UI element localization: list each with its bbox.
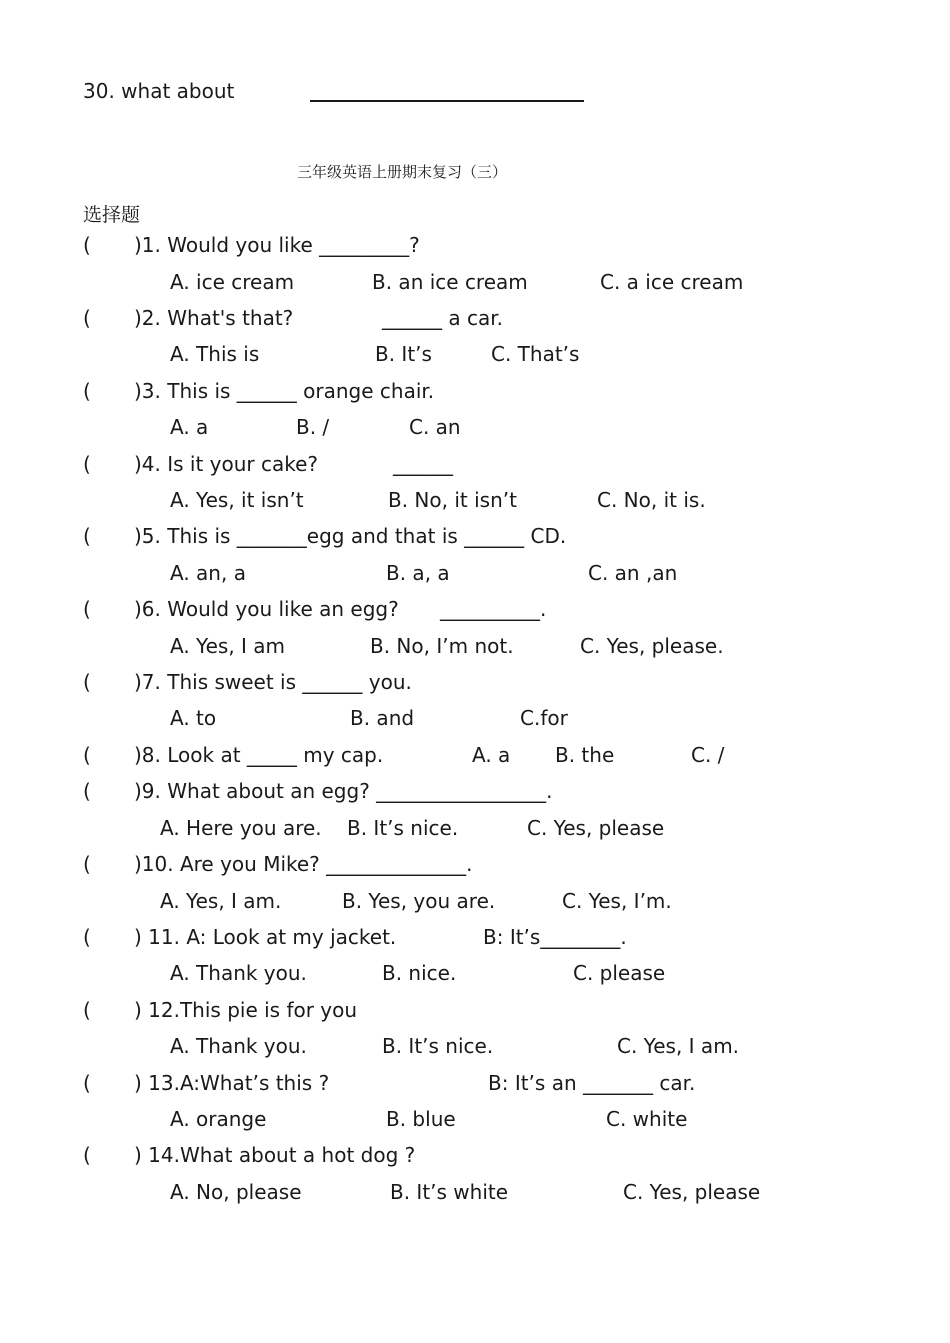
option-c: C. an ,an	[588, 561, 678, 585]
section-heading: 选择题	[83, 204, 141, 226]
option-a: A. an, a	[170, 561, 246, 585]
answer-paren: (	[83, 306, 91, 330]
question-response: B: It’s an _______ car.	[488, 1071, 696, 1095]
option-c: C. an	[409, 415, 461, 439]
option-c: C. white	[606, 1107, 688, 1131]
answer-paren: (	[83, 743, 91, 767]
question-stem: )1. Would you like _________?	[134, 233, 420, 257]
question-stem: )3. This is ______ orange chair.	[134, 379, 435, 403]
question-stem: )10. Are you Mike? ______________.	[134, 852, 473, 876]
question-response: ______ a car.	[382, 306, 503, 330]
question-response: __________.	[440, 597, 547, 621]
option-b: B. It’s white	[390, 1180, 509, 1204]
option-a: A. Yes, I am	[170, 634, 286, 658]
option-b: B. /	[296, 415, 330, 439]
option-a: A. This is	[170, 342, 260, 366]
answer-paren: (	[83, 452, 91, 476]
option-a: A. Yes, I am.	[160, 889, 282, 913]
answer-paren: (	[83, 1071, 91, 1095]
question-stem: ) 12.This pie is for you	[134, 998, 358, 1022]
page-title: 三年级英语上册期末复习（三）	[297, 163, 508, 181]
option-c: C. Yes, please	[623, 1180, 761, 1204]
question-stem: )8. Look at _____ my cap.	[134, 743, 384, 767]
option-a: A. No, please	[170, 1180, 302, 1204]
option-b: B. an ice cream	[372, 270, 528, 294]
option-b: B. nice.	[382, 961, 457, 985]
question-stem: ) 13.A:What’s this ?	[134, 1071, 330, 1095]
option-b: B. No, it isn’t	[388, 488, 517, 512]
question-stem: ) 14.What about a hot dog ?	[134, 1143, 416, 1167]
answer-paren: (	[83, 379, 91, 403]
option-a: A. to	[170, 706, 217, 730]
question-stem: )5. This is _______egg and that is ______ CD.	[134, 524, 567, 548]
option-b: B. Yes, you are.	[342, 889, 496, 913]
q30-label: 30. what about	[83, 79, 235, 103]
answer-paren: (	[83, 670, 91, 694]
answer-paren: (	[83, 925, 91, 949]
option-b: B. No, I’m not.	[370, 634, 514, 658]
option-c: C. No, it is.	[597, 488, 706, 512]
answer-paren: (	[83, 779, 91, 803]
option-c: C. please	[573, 961, 666, 985]
option-a: A. orange	[170, 1107, 267, 1131]
option-c: C. That’s	[491, 342, 580, 366]
option-c: C. a ice cream	[600, 270, 744, 294]
option-c: C. /	[691, 743, 725, 767]
option-c: C.for	[520, 706, 568, 730]
answer-paren: (	[83, 524, 91, 548]
option-b: B. It’s nice.	[382, 1034, 494, 1058]
option-a: A. Yes, it isn’t	[170, 488, 304, 512]
answer-paren: (	[83, 998, 91, 1022]
question-stem: )4. Is it your cake?	[134, 452, 319, 476]
option-b: B. It’s	[375, 342, 432, 366]
question-response: B: It’s________.	[483, 925, 627, 949]
option-c: C. Yes, I’m.	[562, 889, 672, 913]
question-stem: ) 11. A: Look at my jacket.	[134, 925, 397, 949]
option-c: C. Yes, please.	[580, 634, 724, 658]
question-response: ______	[393, 452, 453, 476]
question-stem: )9. What about an egg? _________________.	[134, 779, 553, 803]
option-a: A. a	[170, 415, 209, 439]
option-b: B. It’s nice.	[347, 816, 459, 840]
option-b: B. a, a	[386, 561, 450, 585]
option-c: C. Yes, please	[527, 816, 665, 840]
answer-paren: (	[83, 597, 91, 621]
question-stem: )6. Would you like an egg?	[134, 597, 399, 621]
option-b: B. blue	[386, 1107, 456, 1131]
question-stem: )7. This sweet is ______ you.	[134, 670, 412, 694]
option-b: B. the	[555, 743, 615, 767]
option-a: A. Thank you.	[170, 1034, 307, 1058]
q30-answer-line	[310, 100, 584, 102]
answer-paren: (	[83, 1143, 91, 1167]
answer-paren: (	[83, 852, 91, 876]
option-b: B. and	[350, 706, 415, 730]
option-a: A. ice cream	[170, 270, 295, 294]
question-stem: )2. What's that?	[134, 306, 294, 330]
option-a: A. a	[472, 743, 511, 767]
answer-paren: (	[83, 233, 91, 257]
option-a: A. Here you are.	[160, 816, 322, 840]
option-a: A. Thank you.	[170, 961, 307, 985]
option-c: C. Yes, I am.	[617, 1034, 740, 1058]
